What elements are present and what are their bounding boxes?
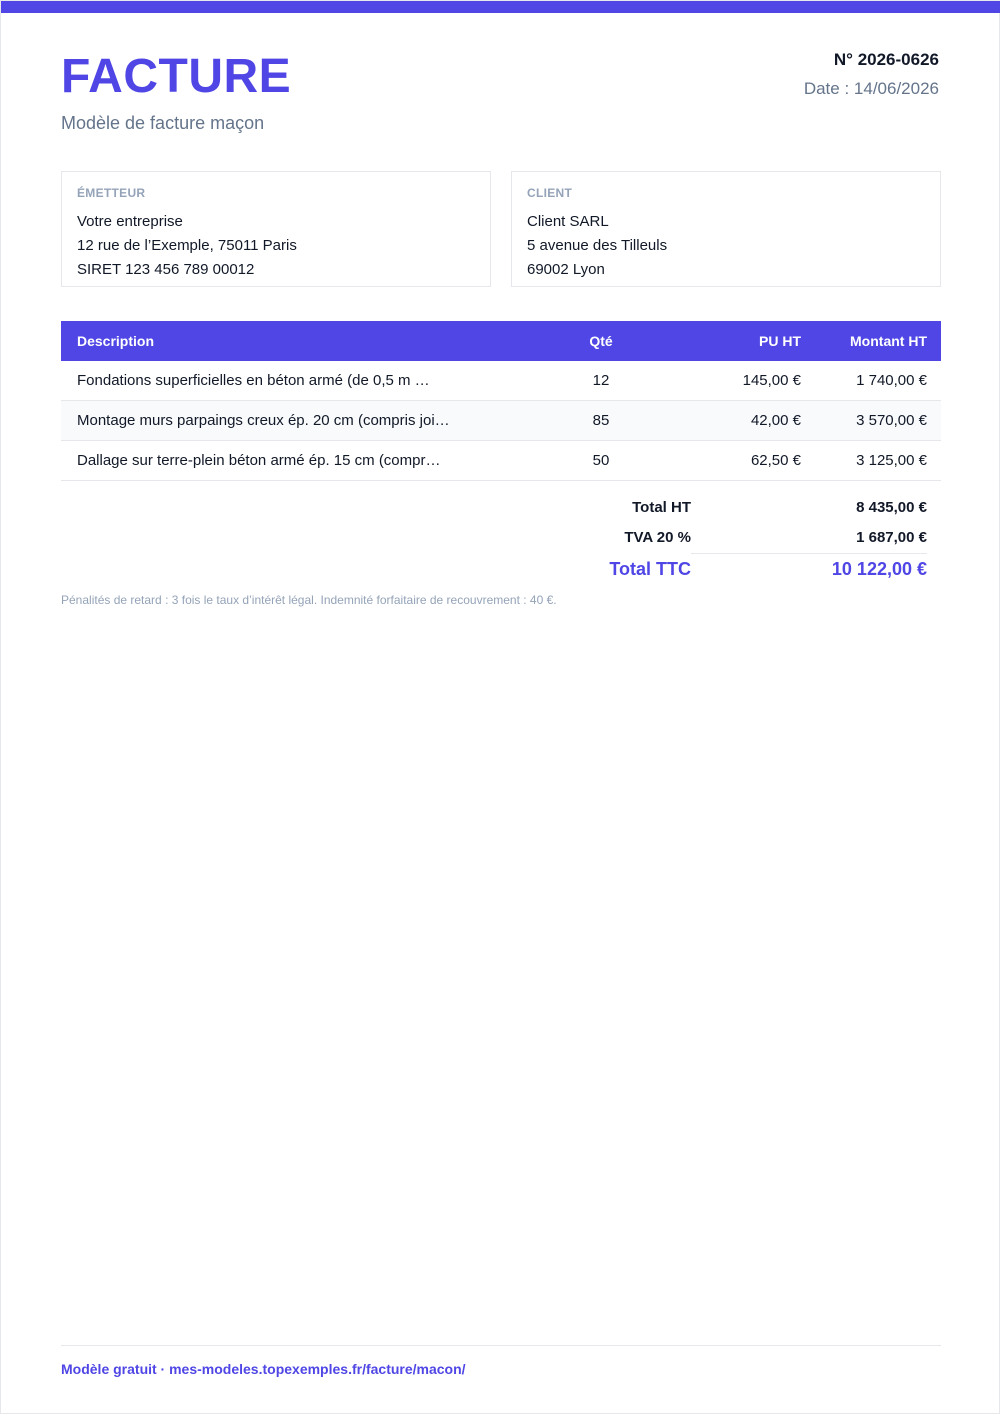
header-unit-price: PU HT xyxy=(759,333,801,349)
row-quantity: 50 xyxy=(592,452,610,469)
client-box xyxy=(511,171,941,287)
row-description: Fondations superficielles en béton armé (de 0,5 m … xyxy=(77,372,430,389)
client-name: Client SARL xyxy=(527,213,609,230)
row-unit-price: 42,00 € xyxy=(750,412,801,429)
total-ht-value: 8 435,00 € xyxy=(856,499,927,516)
emitter-siret: SIRET 123 456 789 00012 xyxy=(77,261,255,278)
tva-row xyxy=(561,523,941,553)
table-row xyxy=(61,441,941,481)
tva-label: TVA 20 % xyxy=(624,529,691,546)
row-description: Montage murs parpaings creux ép. 20 cm (compris joi… xyxy=(77,412,450,429)
emitter-address: 12 rue de l’Exemple, 75011 Paris xyxy=(77,237,297,254)
table-header xyxy=(61,321,941,361)
footer-link[interactable]: Modèle gratuit · mes-modeles.topexemples.fr/facture/macon/ xyxy=(61,1361,466,1377)
total-ttc-label: Total TTC xyxy=(609,559,691,579)
footer-divider xyxy=(61,1345,941,1346)
emitter-box xyxy=(61,171,491,287)
invoice-title: FACTURE xyxy=(61,50,292,103)
invoice-number: N° 2026-0626 xyxy=(833,50,939,69)
tva-value: 1 687,00 € xyxy=(856,529,927,546)
row-quantity: 85 xyxy=(592,412,610,429)
total-ht-label: Total HT xyxy=(632,499,691,516)
client-city: 69002 Lyon xyxy=(527,261,605,278)
row-unit-price: 145,00 € xyxy=(742,372,801,389)
total-ht-row xyxy=(561,493,941,523)
totals-block xyxy=(561,493,941,583)
legal-notice: Pénalités de retard : 3 fois le taux d’intérêt légal. Indemnité forfaitaire de recouvrement : 40 €. xyxy=(61,593,557,607)
header-amount: Montant HT xyxy=(850,333,927,349)
row-amount: 3 570,00 € xyxy=(856,412,927,429)
table-row xyxy=(61,361,941,401)
invoice-date: Date : 14/06/2026 xyxy=(803,79,939,98)
table-row xyxy=(61,401,941,441)
row-quantity: 12 xyxy=(592,372,610,389)
total-ttc-row xyxy=(561,553,941,583)
client-label: CLIENT xyxy=(527,186,573,200)
row-description: Dallage sur terre-plein béton armé ép. 15 cm (compr… xyxy=(77,452,441,469)
header-description: Description xyxy=(77,333,155,349)
emitter-label: ÉMETTEUR xyxy=(77,186,146,200)
accent-top-bar xyxy=(1,1,1000,13)
items-table xyxy=(61,321,941,481)
row-amount: 1 740,00 € xyxy=(856,372,927,389)
row-unit-price: 62,50 € xyxy=(750,452,801,469)
header-quantity: Qté xyxy=(589,333,613,349)
invoice-subtitle: Modèle de facture maçon xyxy=(61,113,265,133)
row-amount: 3 125,00 € xyxy=(856,452,927,469)
emitter-company: Votre entreprise xyxy=(77,213,183,230)
total-ttc-value: 10 122,00 € xyxy=(831,559,927,579)
client-address: 5 avenue des Tilleuls xyxy=(527,237,668,254)
